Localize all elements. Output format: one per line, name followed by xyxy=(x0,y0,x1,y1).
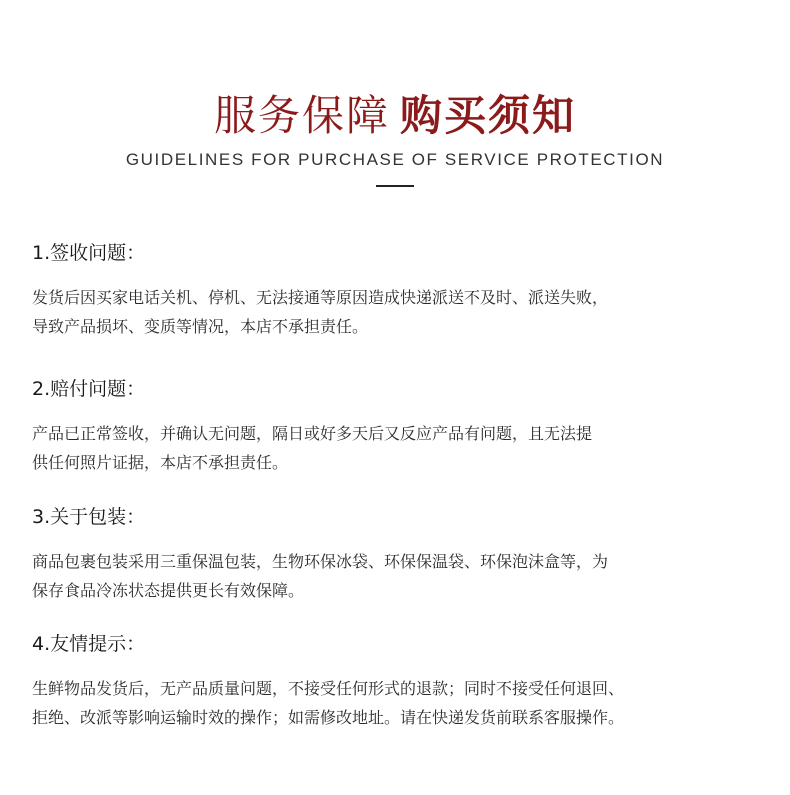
section-compensation xyxy=(32,375,772,477)
title-purchase-notice: 购买须知 xyxy=(400,91,577,140)
section-body xyxy=(32,419,772,477)
body-line: 产品已正常签收，并确认无问题，隔日或好多天后又反应产品有问题，且无法提 xyxy=(32,424,593,443)
page-title xyxy=(0,88,790,144)
title-divider xyxy=(376,185,414,187)
section-body xyxy=(32,674,772,732)
section-friendly-tips xyxy=(32,630,772,732)
section-heading: 3.关于包装： xyxy=(32,506,146,528)
section-heading: 4.友情提示： xyxy=(32,633,146,655)
title-service-guarantee: 服务保障 xyxy=(213,91,390,140)
section-packaging xyxy=(32,503,772,605)
body-line: 拒绝、改派等影响运输时效的操作；如需修改地址。请在快递发货前联系客服操作。 xyxy=(32,708,625,727)
body-line: 商品包裹包装采用三重保温包装，生物环保冰袋、环保保温袋、环保泡沫盒等，为 xyxy=(32,552,609,571)
body-line: 发货后因买家电话关机、停机、无法接通等原因造成快递派送不及时、派送失败， xyxy=(32,288,609,307)
body-line: 生鲜物品发货后，无产品质量问题，不接受任何形式的退款；同时不接受任何退回、 xyxy=(32,679,625,698)
section-heading: 2.赔付问题： xyxy=(32,378,146,400)
page-header xyxy=(0,88,790,170)
section-heading: 1.签收问题： xyxy=(32,242,146,264)
section-signing xyxy=(32,239,772,341)
page-subtitle: GUIDELINES FOR PURCHASE OF SERVICE PROTECTION xyxy=(125,150,665,169)
section-body xyxy=(32,283,772,341)
body-line: 导致产品损坏、变质等情况，本店不承担责任。 xyxy=(32,317,369,336)
section-body xyxy=(32,547,772,605)
body-line: 供任何照片证据，本店不承担责任。 xyxy=(32,453,289,472)
body-line: 保存食品冷冻状态提供更长有效保障。 xyxy=(32,581,305,600)
